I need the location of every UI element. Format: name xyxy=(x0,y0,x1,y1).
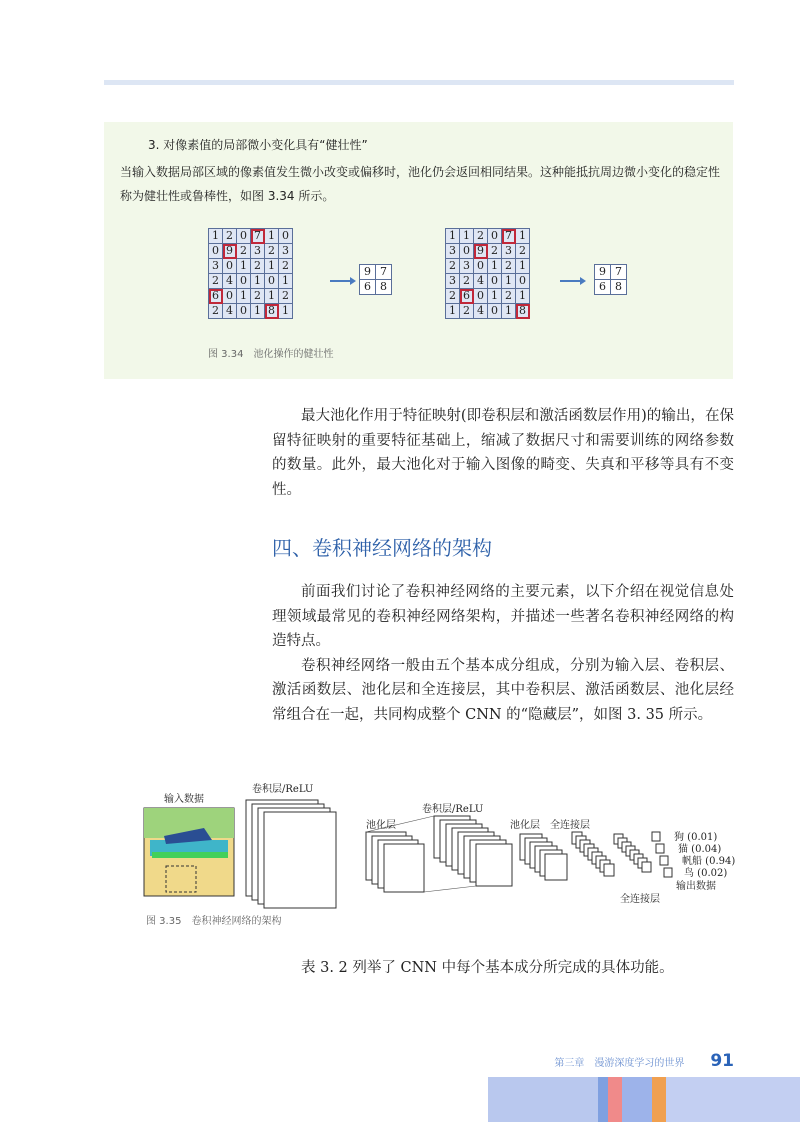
footer-color-bar xyxy=(608,1077,622,1122)
grid-cell: 1 xyxy=(502,304,516,319)
grid-cell: 2 xyxy=(237,244,251,259)
input-image-stripe xyxy=(152,852,228,858)
grid-row xyxy=(446,259,530,274)
note-title: 3. 对像素值的局部微小变化具有“健壮性” xyxy=(148,138,368,152)
grid-cell: 2 xyxy=(488,244,502,259)
section-heading: 四、卷积神经网络的架构 xyxy=(272,536,492,560)
grid-cell: 9 xyxy=(474,244,488,259)
grid-cell: 0 xyxy=(237,304,251,319)
grid-cell: 3 xyxy=(251,244,265,259)
grid-cell: 3 xyxy=(446,244,460,259)
input-label: 输入数据 xyxy=(164,794,204,805)
fc2-node xyxy=(642,862,651,872)
connector-line xyxy=(424,886,476,892)
grid-cell: 8 xyxy=(611,280,627,295)
grid-cell: 1 xyxy=(265,259,279,274)
grid-cell: 2 xyxy=(516,244,530,259)
grid-cell: 0 xyxy=(223,289,237,304)
pooling-input-grid-original xyxy=(208,228,293,319)
grid-cell: 0 xyxy=(223,259,237,274)
paragraph-max-pooling: 最大池化作用于特征映射(即卷积层和激活函数层作用)的输出，在保留特征映射的重要特征基础上，缩减了数据尺寸和需要训练的网络参数的数量。此外，最大池化对于输入图像的畸变、失真和平移等具有不变性。 xyxy=(272,408,734,498)
grid-cell: 0 xyxy=(474,259,488,274)
grid-cell: 0 xyxy=(488,274,502,289)
pooling-input-grid-shifted xyxy=(445,228,530,319)
grid-cell: 1 xyxy=(265,289,279,304)
grid-row xyxy=(595,280,627,295)
grid-cell: 0 xyxy=(488,229,502,244)
grid-cell: 0 xyxy=(237,274,251,289)
grid-cell: 0 xyxy=(460,244,474,259)
grid-cell: 0 xyxy=(516,274,530,289)
grid-cell: 9 xyxy=(360,265,376,280)
footer-color-bar xyxy=(666,1077,800,1122)
grid-cell: 1 xyxy=(446,304,460,319)
fc-bottom-label: 全连接层 xyxy=(620,894,660,905)
arrow-right-icon xyxy=(330,280,352,282)
grid-cell: 0 xyxy=(237,229,251,244)
grid-row xyxy=(446,229,530,244)
grid-cell: 3 xyxy=(279,244,293,259)
figure-caption-3-35: 图 3.35 卷积神经网络的架构 xyxy=(146,916,282,927)
grid-cell: 1 xyxy=(251,274,265,289)
output-label: 输出数据 xyxy=(676,881,716,892)
grid-cell: 9 xyxy=(595,265,611,280)
grid-cell: 2 xyxy=(279,259,293,274)
output-node xyxy=(664,868,672,877)
grid-cell: 2 xyxy=(265,244,279,259)
grid-cell: 4 xyxy=(474,274,488,289)
grid-cell: 2 xyxy=(209,304,223,319)
paragraph-intro: 前面我们讨论了卷积神经网络的主要元素，以下介绍在视觉信息处理领域最常见的卷积神经网络架构，并描述一些著名卷积神经网络的构造特点。 卷积神经网络一般由五个基本成分组成，分别为输入层、卷积层、激活函数层、池化层和全连接层，其中卷积层、激活函数层、池化层经常组合在一起，共同构成整个 CNN 的“隐藏层”，如图 3. 35 所示。 xyxy=(272,584,734,723)
grid-cell: 1 xyxy=(446,229,460,244)
grid-cell: 2 xyxy=(223,229,237,244)
grid-cell: 1 xyxy=(279,274,293,289)
grid-cell: 0 xyxy=(279,229,293,244)
fc1-node xyxy=(604,864,614,876)
grid-cell: 1 xyxy=(209,229,223,244)
grid-cell: 2 xyxy=(251,259,265,274)
paragraph-table-ref: 表 3. 2 列举了 CNN 中每个基本成分所完成的具体功能。 xyxy=(301,960,674,976)
output-node xyxy=(660,856,668,865)
output-sailboat: 帆船 (0.94) xyxy=(682,856,736,867)
page-number: 91 xyxy=(710,1051,734,1071)
output-node xyxy=(652,832,660,841)
conv2-map xyxy=(476,844,512,886)
output-bird: 鸟 (0.02) xyxy=(684,868,728,879)
grid-cell: 7 xyxy=(611,265,627,280)
note-box xyxy=(104,122,733,379)
conv2-label: 卷积层/ReLU xyxy=(422,804,484,815)
grid-row xyxy=(446,274,530,289)
grid-row xyxy=(446,304,530,319)
grid-cell: 2 xyxy=(474,229,488,244)
grid-cell: 8 xyxy=(516,304,530,319)
header-rule xyxy=(104,80,734,85)
output-dog: 狗 (0.01) xyxy=(674,832,718,843)
grid-cell: 3 xyxy=(446,274,460,289)
grid-cell: 7 xyxy=(502,229,516,244)
grid-cell: 1 xyxy=(488,259,502,274)
grid-row xyxy=(209,229,293,244)
pool2-map xyxy=(545,854,567,880)
grid-row xyxy=(360,280,392,295)
page-footer xyxy=(554,1051,734,1071)
grid-cell: 1 xyxy=(488,289,502,304)
grid-cell: 2 xyxy=(446,289,460,304)
grid-cell: 7 xyxy=(251,229,265,244)
grid-cell: 1 xyxy=(516,259,530,274)
grid-cell: 2 xyxy=(279,289,293,304)
figure-caption-3-34: 图 3.34 池化操作的健壮性 xyxy=(208,349,334,360)
chapter-title: 第三章 漫游深度学习的世界 xyxy=(554,1058,685,1069)
fc-top-label: 全连接层 xyxy=(550,820,590,831)
grid-cell: 2 xyxy=(460,304,474,319)
cnn-architecture-diagram xyxy=(104,778,736,910)
footer-color-bar xyxy=(488,1077,598,1122)
grid-cell: 2 xyxy=(251,289,265,304)
arrow-right-icon xyxy=(560,280,582,282)
grid-cell: 9 xyxy=(223,244,237,259)
output-node xyxy=(656,844,664,853)
grid-cell: 3 xyxy=(209,259,223,274)
grid-cell: 2 xyxy=(502,289,516,304)
note-body: 当输入数据局部区域的像素值发生微小改变或偏移时，池化仍会返回相同结果。这种能抵抗周边微小变化的稳定性称为健壮性或鲁棒性，如图 3.34 所示。 xyxy=(120,165,721,203)
grid-cell: 0 xyxy=(265,274,279,289)
pool2-label: 池化层 xyxy=(510,820,540,831)
grid-row xyxy=(209,289,293,304)
grid-cell: 0 xyxy=(209,244,223,259)
grid-row xyxy=(209,274,293,289)
footer-color-bar xyxy=(598,1077,608,1122)
pool1-map xyxy=(384,844,424,892)
grid-row xyxy=(209,244,293,259)
grid-cell: 0 xyxy=(474,289,488,304)
grid-row xyxy=(446,289,530,304)
grid-cell: 8 xyxy=(265,304,279,319)
grid-cell: 6 xyxy=(595,280,611,295)
grid-cell: 1 xyxy=(237,289,251,304)
grid-cell: 1 xyxy=(251,304,265,319)
grid-cell: 4 xyxy=(223,304,237,319)
grid-cell: 8 xyxy=(376,280,392,295)
grid-row xyxy=(209,259,293,274)
grid-cell: 2 xyxy=(502,259,516,274)
pooling-result-original xyxy=(359,264,392,295)
grid-cell: 0 xyxy=(488,304,502,319)
grid-cell: 1 xyxy=(279,304,293,319)
grid-row xyxy=(209,304,293,319)
grid-cell: 2 xyxy=(209,274,223,289)
grid-cell: 1 xyxy=(502,274,516,289)
conv1-map xyxy=(264,812,336,908)
grid-cell: 6 xyxy=(209,289,223,304)
grid-cell: 1 xyxy=(237,259,251,274)
grid-cell: 1 xyxy=(516,229,530,244)
grid-cell: 2 xyxy=(460,274,474,289)
footer-color-bar xyxy=(652,1077,666,1122)
grid-cell: 1 xyxy=(265,229,279,244)
grid-row xyxy=(360,265,392,280)
grid-row xyxy=(446,244,530,259)
grid-cell: 2 xyxy=(446,259,460,274)
grid-row xyxy=(595,265,627,280)
grid-cell: 6 xyxy=(460,289,474,304)
grid-cell: 1 xyxy=(516,289,530,304)
grid-cell: 3 xyxy=(460,259,474,274)
output-cat: 猫 (0.04) xyxy=(678,844,722,855)
grid-cell: 4 xyxy=(223,274,237,289)
grid-cell: 4 xyxy=(474,304,488,319)
footer-color-bar xyxy=(622,1077,652,1122)
grid-cell: 1 xyxy=(460,229,474,244)
grid-cell: 3 xyxy=(502,244,516,259)
grid-cell: 6 xyxy=(360,280,376,295)
pooling-result-shifted xyxy=(594,264,627,295)
grid-cell: 7 xyxy=(376,265,392,280)
pool1-label: 池化层 xyxy=(366,820,396,831)
conv1-label: 卷积层/ReLU xyxy=(252,784,314,795)
